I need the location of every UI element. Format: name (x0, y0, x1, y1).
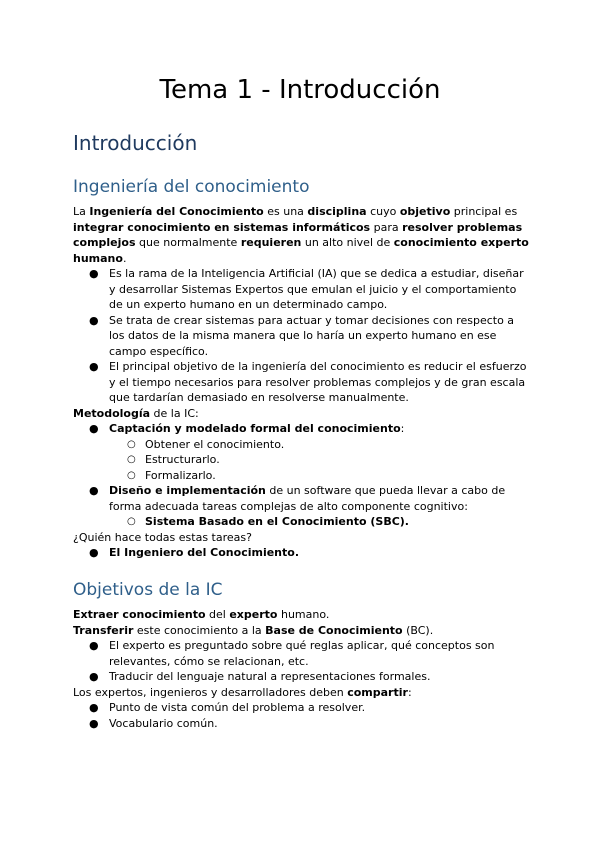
list-item (73, 716, 533, 732)
list-item-text: Obtener el conocimiento. (145, 437, 285, 451)
text: de un software que pueda llevar a cabo de forma adecuada tareas complejas de alto componente cognitivo: (109, 484, 506, 513)
list-item (73, 359, 533, 406)
text: principal es (450, 205, 518, 218)
text: para (370, 220, 403, 234)
compartir-list (73, 700, 533, 731)
hollow-bullet-icon: ○ (127, 438, 136, 450)
list-item (73, 638, 533, 669)
list-item-text: Se trata de crear sistemas para actuar y tomar decisiones con respecto a los datos de la misma manera que lo haría un experto humano en ese campo específico. (109, 313, 515, 358)
bullet-icon: ● (89, 313, 99, 327)
metodologia-list (73, 421, 533, 530)
list-item (73, 313, 533, 360)
objetivos-line-3 (73, 685, 533, 701)
text: del (205, 608, 230, 621)
hollow-bullet-icon: ○ (127, 454, 136, 465)
text: un alto nivel de (301, 236, 394, 249)
text: que normalmente (135, 236, 241, 249)
list-item-text: Es la rama de la Inteligencia Artificial (IA) que se dedica a estudiar, diseñar y desarrollar Sistemas Expertos que emulan el juicio y el comportamiento de un experto humano en un determinado campo. (109, 267, 524, 311)
list-item-text: Vocabulario común. (109, 716, 218, 730)
text: humano. (277, 608, 330, 621)
bold-term: requieren (240, 236, 302, 249)
list-item-text: Punto de vista común del problema a resolver. (109, 701, 366, 714)
text: (BC). (402, 623, 434, 637)
bold-term: El Ingeniero del Conocimiento. (109, 546, 300, 559)
objetivos-line-2 (73, 623, 533, 639)
section-heading-introduccion: Introducción (73, 131, 198, 155)
text: este conocimiento a la (133, 623, 266, 637)
text: : (400, 422, 405, 435)
bold-term: Sistema Basado en el Conocimiento (SBC). (145, 515, 409, 528)
bold-term: Metodología (73, 406, 151, 420)
text: La (73, 205, 90, 218)
bullet-icon: ● (89, 701, 99, 714)
bullet-icon: ● (89, 546, 99, 559)
bullet-icon: ● (89, 422, 99, 435)
list-item-captacion (73, 421, 533, 437)
list-item-diseno (73, 483, 533, 514)
sub-list-item (73, 452, 533, 468)
objetivos-line-1 (73, 607, 533, 623)
subsection-heading-ingenieria: Ingeniería del conocimiento (73, 177, 310, 197)
bold-term: Base de Conocimiento (265, 623, 403, 637)
question-line: ¿Quién hace todas estas tareas? (73, 530, 252, 544)
bold-term: conocimiento experto humano (73, 236, 529, 265)
list-item-text: Estructurarlo. (145, 453, 220, 466)
objetivos-bullet-list (73, 638, 533, 685)
bold-term: Transferir (73, 623, 134, 637)
metodologia-line (73, 406, 533, 422)
subsection-heading-objetivos: Objetivos de la IC (73, 580, 223, 600)
answer-list (73, 545, 533, 561)
list-item-text: El experto es preguntado sobre qué reglas aplicar, qué conceptos son relevantes, cómo se relacionan, etc. (109, 639, 495, 668)
list-item (73, 266, 533, 313)
bold-term: compartir (347, 685, 408, 699)
bullet-icon: ● (89, 267, 99, 280)
bullet-icon: ● (89, 639, 99, 652)
list-item-text: El principal objetivo de la ingeniería del conocimiento es reducir el esfuerzo y el tiempo necesarios para resolver problemas complejos y de gran escala que tardarían demasiado en resolverse manualmente. (109, 360, 527, 404)
list-item (73, 545, 533, 561)
text: : (407, 685, 412, 699)
bold-term: integrar conocimiento en sistemas informáticos (73, 220, 371, 234)
ingenieria-content (73, 204, 533, 561)
bold-term: experto (229, 608, 278, 621)
list-item (73, 669, 533, 685)
objetivos-content (73, 607, 533, 731)
sub-list-item (73, 437, 533, 453)
list-item-text: Formalizarlo. (145, 468, 216, 482)
bold-term: Captación y modelado formal del conocimiento (109, 422, 401, 435)
bullet-icon: ● (89, 360, 99, 373)
list-item-text: Traducir del lenguaje natural a representaciones formales. (109, 670, 431, 683)
bold-term: Extraer conocimiento (73, 608, 206, 621)
ingenieria-bullet-list (73, 266, 533, 406)
hollow-bullet-icon: ○ (127, 469, 136, 481)
bold-term: Ingeniería del Conocimiento (89, 205, 264, 218)
hollow-bullet-icon: ○ (127, 516, 136, 527)
text: . (122, 251, 127, 265)
list-item (73, 700, 533, 716)
sub-list-item (73, 514, 533, 530)
bold-term: resolver problemas complejos (73, 220, 523, 249)
bold-term: Diseño e implementación (109, 484, 266, 497)
bold-term: disciplina (307, 205, 367, 218)
sub-list-item (73, 468, 533, 484)
text: de la IC: (150, 406, 199, 420)
text: cuyo (366, 205, 400, 218)
bullet-icon: ● (89, 484, 99, 497)
bullet-icon: ● (89, 670, 99, 683)
text: Los expertos, ingenieros y desarrolladores deben (73, 685, 348, 699)
bullet-icon: ● (89, 716, 99, 730)
intro-paragraph (73, 204, 533, 266)
document-title: Tema 1 - Introducción (159, 75, 441, 105)
text: es una (263, 205, 308, 218)
bold-term: objetivo (399, 205, 451, 218)
